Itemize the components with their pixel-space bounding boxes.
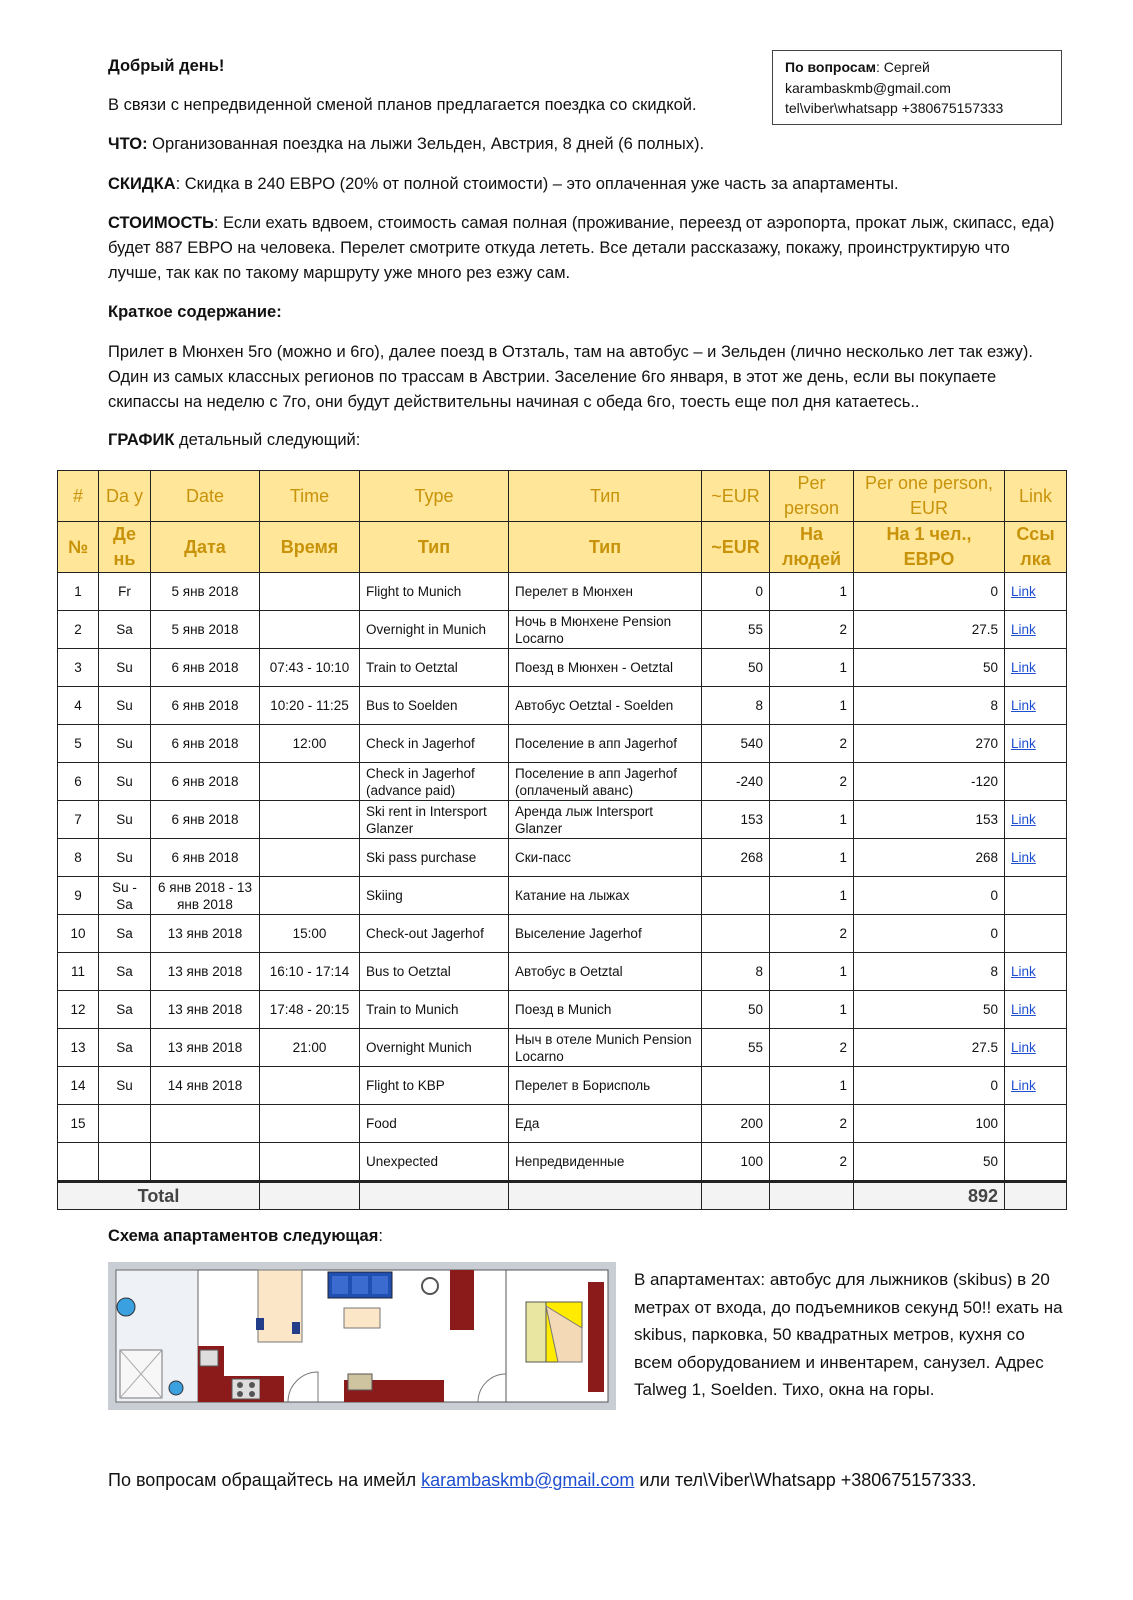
row-tip: Поселение в апп Jagerhof <box>509 725 702 763</box>
row-link <box>1005 687 1067 725</box>
row-tip: Непредвиденные <box>509 1143 702 1182</box>
row-per-person: 100 <box>854 1105 1005 1143</box>
row-time <box>260 1067 360 1105</box>
row-date: 13 янв 2018 <box>151 915 260 953</box>
row-time <box>260 839 360 877</box>
contact-name: : Сергей <box>875 59 930 75</box>
total-empty-cell <box>260 1182 360 1210</box>
row-number: 7 <box>58 801 99 839</box>
row-number: 8 <box>58 839 99 877</box>
row-link <box>1005 839 1067 877</box>
row-link-anchor[interactable]: Link <box>1011 584 1036 599</box>
total-empty-cell <box>702 1182 770 1210</box>
what-label: ЧТО: <box>108 135 148 153</box>
row-eur: 540 <box>702 725 770 763</box>
row-number: 4 <box>58 687 99 725</box>
summary-title <box>108 300 1063 325</box>
total-empty-cell <box>770 1182 854 1210</box>
row-type: Flight to Munich <box>360 573 509 611</box>
header-cell: Ссы лка <box>1005 522 1067 573</box>
row-time <box>260 573 360 611</box>
row-day: Su <box>99 725 151 763</box>
row-link-anchor[interactable]: Link <box>1011 850 1036 865</box>
apartment-floor-plan <box>108 1262 616 1410</box>
row-per-person: 27.5 <box>854 1029 1005 1067</box>
row-day: Sa <box>99 611 151 649</box>
row-number <box>58 1143 99 1182</box>
row-time: 21:00 <box>260 1029 360 1067</box>
row-number: 5 <box>58 725 99 763</box>
row-per-person: 0 <box>854 877 1005 915</box>
row-per-person: 50 <box>854 991 1005 1029</box>
header-cell: Время <box>260 522 360 573</box>
table-row <box>58 877 1067 915</box>
row-people: 1 <box>770 801 854 839</box>
header-cell: Da y <box>99 471 151 522</box>
row-eur: -240 <box>702 763 770 801</box>
row-eur: 100 <box>702 1143 770 1182</box>
row-day: Su <box>99 649 151 687</box>
total-label: Total <box>58 1182 260 1210</box>
row-type: Ski rent in Intersport Glanzer <box>360 801 509 839</box>
what-text: Организованная поездка на лыжи Зельден, Австрия, 8 дней (6 полных). <box>147 135 705 153</box>
row-eur <box>702 915 770 953</box>
table-row <box>58 915 1067 953</box>
table-row <box>58 1143 1067 1182</box>
intro: В связи с непредвиденной сменой планов предлагается поездка со скидкой. <box>108 96 697 114</box>
header-row-ru <box>58 522 1067 573</box>
row-eur <box>702 877 770 915</box>
row-link <box>1005 1029 1067 1067</box>
header-cell: Type <box>360 471 509 522</box>
row-people: 1 <box>770 953 854 991</box>
row-type: Check in Jagerhof (advance paid) <box>360 763 509 801</box>
row-link <box>1005 1143 1067 1182</box>
table-row <box>58 1029 1067 1067</box>
row-day: Fr <box>99 573 151 611</box>
row-time <box>260 801 360 839</box>
row-type: Train to Oetztal <box>360 649 509 687</box>
row-date: 6 янв 2018 <box>151 763 260 801</box>
greeting-text: Добрый день! <box>108 57 225 75</box>
what-line <box>108 132 1063 157</box>
row-day: Sa <box>99 991 151 1029</box>
row-type: Overnight in Munich <box>360 611 509 649</box>
table-row <box>58 687 1067 725</box>
row-number: 3 <box>58 649 99 687</box>
footer-contact <box>108 1470 976 1491</box>
row-date: 5 янв 2018 <box>151 611 260 649</box>
header-cell: Тип <box>360 522 509 573</box>
row-link <box>1005 649 1067 687</box>
row-type: Skiing <box>360 877 509 915</box>
row-per-person: 270 <box>854 725 1005 763</box>
header-cell: Per one person, EUR <box>854 471 1005 522</box>
row-number: 12 <box>58 991 99 1029</box>
row-date: 6 янв 2018 - 13 янв 2018 <box>151 877 260 915</box>
row-eur: 55 <box>702 1029 770 1067</box>
row-time <box>260 1105 360 1143</box>
row-time: 12:00 <box>260 725 360 763</box>
row-tip: Ски-пасс <box>509 839 702 877</box>
row-tip: Выселение Jagerhof <box>509 915 702 953</box>
row-link-anchor[interactable]: Link <box>1011 660 1036 675</box>
schedule-label-text: детальный следующий: <box>174 431 361 449</box>
row-day: Su <box>99 687 151 725</box>
total-value: 892 <box>854 1182 1005 1210</box>
row-eur: 8 <box>702 953 770 991</box>
row-day: Su <box>99 1067 151 1105</box>
row-number: 11 <box>58 953 99 991</box>
greeting <box>108 54 1063 79</box>
row-tip: Автобус в Oetztal <box>509 953 702 991</box>
apartment-description: В апартаментах: автобус для лыжников (skibus) в 20 метрах от входа, до подъемников секунд 50!! ехать на skibus, парковка, 50 квадратных метров, кухня со всем оборудованием и инвентарем, санузел. Адрес Talweg 1, Soelden. Тихо, окна на горы. <box>634 1270 1063 1399</box>
row-type: Overnight Munich <box>360 1029 509 1067</box>
row-link <box>1005 725 1067 763</box>
row-link <box>1005 763 1067 801</box>
row-number: 9 <box>58 877 99 915</box>
row-tip: Перелет в Борисполь <box>509 1067 702 1105</box>
row-tip: Поселение в апп Jagerhof (оплаченый аванс) <box>509 763 702 801</box>
row-eur: 8 <box>702 687 770 725</box>
header-cell: Per person <box>770 471 854 522</box>
row-link-anchor[interactable]: Link <box>1011 812 1036 827</box>
apartment-title-text: : <box>378 1227 383 1245</box>
table-row <box>58 991 1067 1029</box>
row-date: 13 янв 2018 <box>151 1029 260 1067</box>
row-time: 17:48 - 20:15 <box>260 991 360 1029</box>
row-day: Sa <box>99 1029 151 1067</box>
row-eur <box>702 1067 770 1105</box>
row-date: 6 янв 2018 <box>151 687 260 725</box>
schedule-label <box>108 428 1063 453</box>
table-row <box>58 763 1067 801</box>
row-link <box>1005 953 1067 991</box>
row-tip: Ныч в отеле Munich Pension Locarno <box>509 1029 702 1067</box>
row-people: 2 <box>770 915 854 953</box>
header-cell: Дата <box>151 522 260 573</box>
row-link <box>1005 915 1067 953</box>
header-cell: № <box>58 522 99 573</box>
summary-text: Прилет в Мюнхен 5го (можно и 6го), далее поезд в Отзталь, там на автобус – и Зельден (лично несколько лет так езжу). Один из самых классных регионов по трассам в Австрии. Заселение 6го января, в этот же день, если вы покупаете скипассы на неделю с 7го, они будут действительны начиная с обеда 6го, тоесть еще пол дня катаетесь.. <box>108 343 1033 411</box>
row-type: Train to Munich <box>360 991 509 1029</box>
row-people: 1 <box>770 877 854 915</box>
row-number: 1 <box>58 573 99 611</box>
row-people: 2 <box>770 611 854 649</box>
contact-label: По вопросам <box>785 59 876 75</box>
row-number: 15 <box>58 1105 99 1143</box>
row-type: Bus to Oetztal <box>360 953 509 991</box>
row-eur: 200 <box>702 1105 770 1143</box>
row-tip: Перелет в Мюнхен <box>509 573 702 611</box>
row-people: 2 <box>770 1029 854 1067</box>
table-row <box>58 839 1067 877</box>
row-tip: Еда <box>509 1105 702 1143</box>
row-tip: Автобус Oetztal - Soelden <box>509 687 702 725</box>
row-people: 1 <box>770 1067 854 1105</box>
row-per-person: 50 <box>854 1143 1005 1182</box>
header-cell: Де нь <box>99 522 151 573</box>
row-people: 2 <box>770 1105 854 1143</box>
table-row <box>58 1105 1067 1143</box>
row-type: Check-out Jagerhof <box>360 915 509 953</box>
row-per-person: -120 <box>854 763 1005 801</box>
row-time <box>260 877 360 915</box>
row-number: 13 <box>58 1029 99 1067</box>
header-cell: Тип <box>509 522 702 573</box>
row-time: 15:00 <box>260 915 360 953</box>
row-tip: Аренда лыж Intersport Glanzer <box>509 801 702 839</box>
table-row <box>58 1067 1067 1105</box>
header-cell: ~EUR <box>702 471 770 522</box>
discount-label: СКИДКА <box>108 175 176 193</box>
row-date: 13 янв 2018 <box>151 953 260 991</box>
row-time: 07:43 - 10:10 <box>260 649 360 687</box>
row-per-person: 0 <box>854 915 1005 953</box>
row-eur: 0 <box>702 573 770 611</box>
row-eur: 50 <box>702 991 770 1029</box>
row-link <box>1005 801 1067 839</box>
cost-text: : Если ехать вдвоем, стоимость самая полная (проживание, переезд от аэропорта, прокат лыж, скипасс, еда) будет 887 ЕВРО на человека. Перелет смотрите откуда лететь. Все детали рассказажу, покажу, проинструктирую что лучше, так как по такому маршруту уже много рез езжу сам. <box>108 214 1055 282</box>
row-link-anchor[interactable]: Link <box>1011 964 1036 979</box>
row-type: Bus to Soelden <box>360 687 509 725</box>
row-link-anchor[interactable]: Link <box>1011 698 1036 713</box>
row-time <box>260 1143 360 1182</box>
row-tip: Поезд в Мюнхен - Oetztal <box>509 649 702 687</box>
header-cell: Date <box>151 471 260 522</box>
row-per-person: 153 <box>854 801 1005 839</box>
schedule-label-bold: ГРАФИК <box>108 431 175 449</box>
row-date: 5 янв 2018 <box>151 573 260 611</box>
row-day: Su <box>99 801 151 839</box>
contact-phone: tel\viber\whatsapp +380675157333 <box>785 100 1004 116</box>
row-day: Su <box>99 839 151 877</box>
row-people: 1 <box>770 687 854 725</box>
contact-email: karambaskmb@gmail.com <box>785 79 951 96</box>
apartment-title-bold: Схема апартаментов следующая <box>108 1227 379 1245</box>
row-link <box>1005 877 1067 915</box>
row-type: Food <box>360 1105 509 1143</box>
table-row <box>58 953 1067 991</box>
row-time: 10:20 - 11:25 <box>260 687 360 725</box>
row-per-person: 50 <box>854 649 1005 687</box>
total-empty-cell <box>509 1182 702 1210</box>
table-row <box>58 725 1067 763</box>
apartment-title <box>108 1224 1063 1249</box>
row-time: 16:10 - 17:14 <box>260 953 360 991</box>
row-eur: 153 <box>702 801 770 839</box>
row-number: 2 <box>58 611 99 649</box>
footer-prefix: По вопросам обращайтесь на имейл <box>108 1470 422 1490</box>
table-row <box>58 573 1067 611</box>
header-cell: На людей <box>770 522 854 573</box>
floor-plan-drawing <box>108 1262 616 1410</box>
row-day <box>99 1143 151 1182</box>
row-link <box>1005 573 1067 611</box>
schedule-body <box>58 573 1067 1182</box>
row-per-person: 8 <box>854 687 1005 725</box>
row-per-person: 27.5 <box>854 611 1005 649</box>
row-eur: 50 <box>702 649 770 687</box>
row-day: Sa <box>99 953 151 991</box>
row-date: 6 янв 2018 <box>151 801 260 839</box>
row-date <box>151 1105 260 1143</box>
row-link-anchor[interactable]: Link <box>1011 1078 1036 1093</box>
row-eur: 268 <box>702 839 770 877</box>
header-cell: Тип <box>509 471 702 522</box>
discount-line <box>108 172 1063 197</box>
row-type: Flight to KBP <box>360 1067 509 1105</box>
row-date <box>151 1143 260 1182</box>
row-link-anchor[interactable]: Link <box>1011 622 1036 637</box>
row-link <box>1005 611 1067 649</box>
row-people: 1 <box>770 839 854 877</box>
row-time <box>260 611 360 649</box>
row-per-person: 8 <box>854 953 1005 991</box>
footer-suffix: или тел\Viber\Whatsapp +380675157333. <box>634 1470 977 1490</box>
row-time <box>260 763 360 801</box>
header-cell: ~EUR <box>702 522 770 573</box>
row-link-anchor[interactable]: Link <box>1011 736 1036 751</box>
row-day: Su <box>99 763 151 801</box>
row-link-anchor[interactable]: Link <box>1011 1040 1036 1055</box>
row-tip: Поезд в Munich <box>509 991 702 1029</box>
table-row <box>58 611 1067 649</box>
row-people: 2 <box>770 763 854 801</box>
row-link-anchor[interactable]: Link <box>1011 1002 1036 1017</box>
cost-paragraph <box>108 211 1063 286</box>
row-people: 1 <box>770 991 854 1029</box>
cost-label: СТОИМОСТЬ <box>108 214 214 232</box>
row-eur: 55 <box>702 611 770 649</box>
row-per-person: 0 <box>854 1067 1005 1105</box>
row-people: 2 <box>770 1143 854 1182</box>
row-date: 6 янв 2018 <box>151 839 260 877</box>
header-cell: На 1 чел., ЕВРО <box>854 522 1005 573</box>
header-cell: Time <box>260 471 360 522</box>
row-people: 1 <box>770 649 854 687</box>
header-row-en <box>58 471 1067 522</box>
row-per-person: 268 <box>854 839 1005 877</box>
total-empty-cell <box>360 1182 509 1210</box>
row-people: 2 <box>770 725 854 763</box>
row-date: 14 янв 2018 <box>151 1067 260 1105</box>
row-type: Check in Jagerhof <box>360 725 509 763</box>
row-date: 13 янв 2018 <box>151 991 260 1029</box>
row-number: 10 <box>58 915 99 953</box>
summary-title-text: Краткое содержание: <box>108 303 282 321</box>
total-empty-cell <box>1005 1182 1067 1210</box>
schedule-table <box>57 470 1067 1210</box>
header-cell: Link <box>1005 471 1067 522</box>
row-date: 6 янв 2018 <box>151 649 260 687</box>
row-tip: Катание на лыжах <box>509 877 702 915</box>
row-day <box>99 1105 151 1143</box>
header-cell: # <box>58 471 99 522</box>
row-date: 6 янв 2018 <box>151 725 260 763</box>
row-people: 1 <box>770 573 854 611</box>
row-number: 14 <box>58 1067 99 1105</box>
row-day: Su - Sa <box>99 877 151 915</box>
row-link <box>1005 1067 1067 1105</box>
row-type: Unexpected <box>360 1143 509 1182</box>
total-row <box>58 1182 1067 1210</box>
row-day: Sa <box>99 915 151 953</box>
row-link <box>1005 991 1067 1029</box>
row-link <box>1005 1105 1067 1143</box>
row-per-person: 0 <box>854 573 1005 611</box>
table-row <box>58 801 1067 839</box>
row-number: 6 <box>58 763 99 801</box>
discount-text: : Скидка в 240 ЕВРО (20% от полной стоимости) – это оплаченная уже часть за апартаменты. <box>175 175 899 193</box>
footer-email-link[interactable]: karambaskmb@gmail.com <box>421 1470 635 1490</box>
row-type: Ski pass purchase <box>360 839 509 877</box>
table-row <box>58 649 1067 687</box>
row-tip: Ночь в Мюнхене Pension Locarno <box>509 611 702 649</box>
